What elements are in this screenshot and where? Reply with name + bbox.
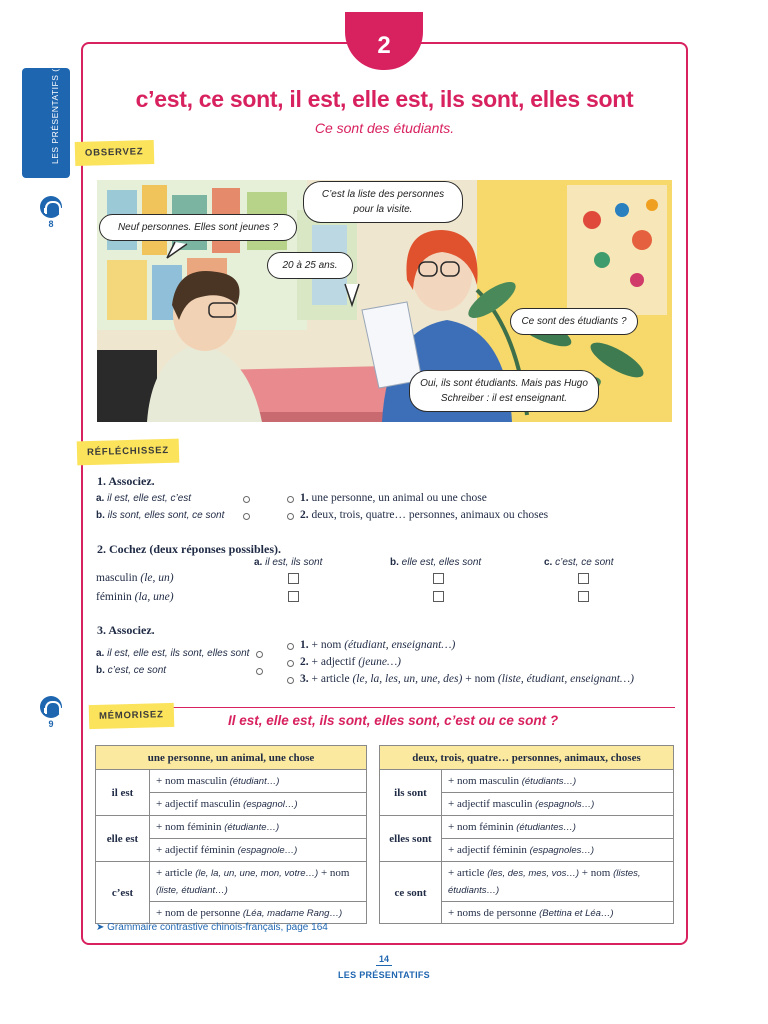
page-number: 14: [378, 954, 389, 964]
speech-bubble: Neuf personnes. Elles sont jeunes ?: [99, 214, 297, 241]
match-dot[interactable]: [287, 677, 294, 684]
ex1-right-item: 1. une personne, un animal ou une chose: [300, 492, 487, 504]
checkbox[interactable]: [578, 591, 589, 602]
table-cell: + nom de personne (Léa, madame Rang…): [150, 902, 367, 924]
page-title: c’est, ce sont, il est, elle est, ils sont, elles sont: [135, 86, 634, 112]
exercise-3-title: 3. Associez.: [97, 623, 155, 637]
match-dot[interactable]: [243, 496, 250, 503]
ex3-right-item: 2. + adjectif (jeune…): [300, 656, 402, 668]
match-dot[interactable]: [287, 660, 294, 667]
checkbox[interactable]: [433, 573, 444, 584]
ex2-column-header: a. il est, ils sont: [254, 557, 323, 568]
chapter-number: 2: [345, 12, 423, 70]
headphones-icon[interactable]: [40, 196, 62, 218]
section-label-observe: OBSERVEZ: [75, 140, 154, 166]
section-label-memorize: MÉMORISEZ: [89, 703, 174, 729]
checkbox[interactable]: [288, 573, 299, 584]
side-tab: [22, 59, 70, 178]
page-subtitle: Ce sont des étudiants.: [314, 120, 455, 136]
grammar-reference-link[interactable]: ➤ Grammaire contrastive chinois-français, page 164: [96, 922, 328, 933]
checkbox[interactable]: [433, 591, 444, 602]
match-dot[interactable]: [243, 513, 250, 520]
ex3-left-item: b. c’est, ce sont: [96, 665, 167, 676]
audio-track-number: 8: [48, 219, 54, 229]
table-row-head: ce sont: [380, 862, 442, 924]
headphones-icon[interactable]: [40, 696, 62, 718]
audio-track-number: 9: [48, 719, 54, 729]
table-cell: + adjectif féminin (espagnole…): [150, 839, 367, 862]
table-row-head: ils sont: [380, 770, 442, 816]
ex2-row-label: masculin (le, un): [96, 572, 174, 584]
memo-table-plural: [379, 745, 674, 924]
table-cell: + article (le, la, un, une, mon, votre…) + nom (liste, étudiant…): [150, 862, 367, 902]
ex2-row-label: féminin (la, une): [96, 591, 174, 603]
speech-bubble: Oui, ils sont étudiants. Mais pas Hugo Schreiber : il est enseignant.: [409, 370, 599, 412]
ex1-left-item: a. il est, elle est, c’est: [96, 493, 192, 504]
speech-bubble: 20 à 25 ans.: [267, 252, 353, 279]
illustration-scene: [97, 180, 672, 422]
table-cell: + nom féminin (étudiante…): [150, 816, 367, 839]
match-dot[interactable]: [287, 513, 294, 520]
table-cell: + adjectif masculin (espagnol…): [150, 793, 367, 816]
ex1-left-item: b. ils sont, elles sont, ce sont: [96, 510, 225, 521]
checkbox[interactable]: [578, 573, 589, 584]
table-row-head: elle est: [96, 816, 150, 862]
divider: [376, 965, 392, 966]
ex3-right-item: 3. + article (le, la, les, un, une, des) + nom (liste, étudiant, enseignant…): [300, 673, 634, 685]
exercise-1-title: 1. Associez.: [97, 474, 155, 488]
table-cell: + nom masculin (étudiants…): [442, 770, 674, 793]
side-tab-label: LES PRÉSENTATIFS (2): [50, 59, 60, 164]
ex3-right-item: 1. + nom (étudiant, enseignant…): [300, 639, 456, 651]
ex3-left-item: a. il est, elle est, ils sont, elles sont: [96, 648, 250, 659]
ex2-column-header: c. c’est, ce sont: [544, 557, 614, 568]
table-cell: + adjectif masculin (espagnols…): [442, 793, 674, 816]
exercise-2-title: 2. Cochez (deux réponses possibles).: [97, 542, 282, 556]
speech-bubble: C’est la liste des personnes pour la visite.: [303, 181, 463, 223]
checkbox[interactable]: [288, 591, 299, 602]
table-cell: + adjectif féminin (espagnoles…): [442, 839, 674, 862]
table-row-head: c’est: [96, 862, 150, 924]
memo-table-singular: [95, 745, 367, 924]
table-row-head: il est: [96, 770, 150, 816]
ex2-column-header: b. elle est, elles sont: [390, 557, 482, 568]
table-header: deux, trois, quatre… personnes, animaux, choses: [380, 746, 674, 770]
table-header: une personne, un animal, une chose: [96, 746, 367, 770]
divider: [170, 707, 675, 708]
table-cell: + nom masculin (étudiant…): [150, 770, 367, 793]
match-dot[interactable]: [256, 668, 263, 675]
table-cell: + article (les, des, mes, vos…) + nom (listes, étudiants…): [442, 862, 674, 902]
match-dot[interactable]: [287, 496, 294, 503]
memo-question: Il est, elle est, ils sont, elles sont, c’est ou ce sont ?: [228, 713, 559, 728]
table-cell: + noms de personne (Bettina et Léa…): [442, 902, 674, 924]
match-dot[interactable]: [256, 651, 263, 658]
section-label-reflect: RÉFLÉCHISSEZ: [77, 439, 180, 466]
table-row-head: elles sont: [380, 816, 442, 862]
speech-bubble: Ce sont des étudiants ?: [510, 308, 638, 335]
match-dot[interactable]: [287, 643, 294, 650]
table-cell: + nom féminin (étudiantes…): [442, 816, 674, 839]
page-footer: LES PRÉSENTATIFS: [338, 970, 430, 980]
ex1-right-item: 2. deux, trois, quatre… personnes, animaux ou choses: [300, 509, 549, 521]
